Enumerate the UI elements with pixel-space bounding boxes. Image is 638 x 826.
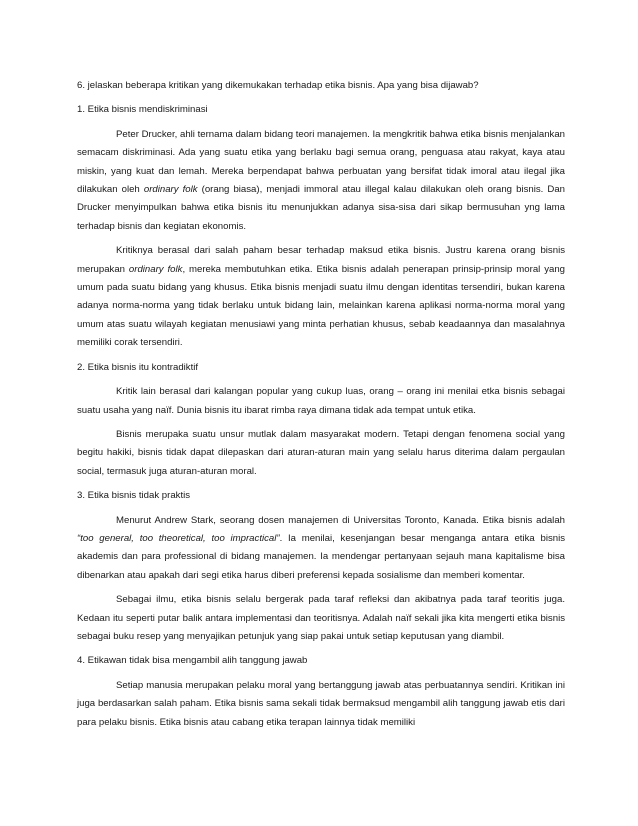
body-paragraph [77, 126, 565, 236]
section-heading: 1. Etika bisnis mendiskriminasi [77, 104, 208, 116]
body-paragraph [77, 591, 565, 646]
section-heading: 4. Etikawan tidak bisa mengambil alih tanggung jawab [77, 655, 308, 667]
text-run: Bisnis merupaka suatu unsur mutlak dalam masyarakat modern. Tetapi dengan fenomena social yang begitu hakiki, bisnis tidak dapat dilepaskan dari aturan-aturan main yang selalu harus diterima dalam pergaulan social, termasuk juga aturan-aturan moral. [77, 428, 565, 477]
body-paragraph [77, 426, 565, 481]
body-paragraph [77, 383, 565, 420]
text-run: Sebagai ilmu, etika bisnis selalu bergerak pada taraf refleksi dan akibatnya pada taraf teoritis juga. Kedaan itu seperti putar balik antara implementasi dan teoritisnya. Adalah naïf sekali jika kita mengerti etika bisnis sebagai buku resep yang menyajikan petunjuk yang siap pakai untuk setiap keputusan yang diambil. [77, 594, 565, 642]
text-run: (orang biasa), menjadi immoral atau illegal kalau dilakukan oleh orang bisnis. Dan Drucker menyimpulkan bahwa etika bisnis itu menunjukkan adanya sisa-sisa dari sikap bermusuhan yng lama terhadap bisnis dan kegiatan ekonomis. [77, 184, 565, 232]
text-run: Peter Drucker, ahli ternama dalam bidang teori manajemen. Ia mengkritik bahwa etika bisnis menjalankan semacam diskriminasi. Ada yang suatu etika yang berlaku bagi semua orang, penguasa atau rakyat, kaya atau miskin, yang kuat dan lemah. Mereka berpendapat bahwa perbuatan yang bersifat tidak imoral atau ilegal jika dilakukan oleh [77, 128, 566, 196]
sections-container [77, 101, 565, 732]
text-run: Menurut Andrew Stark, seorang dosen manajemen di Universitas Toronto, Kanada. Etika bisnis adalah [116, 514, 565, 526]
text-run: Kritik lain berasal dari kalangan popular yang cukup luas, orang – orang ini menilai etka bisnis sebagai suatu usaha yang naïf. Dunia bisnis itu ibarat rimba raya dimana tidak ada tempat untuk etika. [77, 386, 565, 416]
body-paragraph [77, 242, 565, 352]
text-run: , mereka membutuhkan etika. Etika bisnis adalah penerapan prinsip-prinsip moral yang umum pada suatu bidang yang khusus. Etika bisnis menjadi suatu ilmu dengan identitas tersendiri, bukan karena adanya norma-norma yang tidak berlaku untuk bidang lain, melainkan karena aplikasi norma-norma moral yang umum atas suatu wilayah kegiatan menusiawi yang minta perhatian khusus, sebab keadaannya dan masalahnya memiliki corak tersendiri. [77, 263, 566, 349]
italic-text-run: “too general, too theoretical, too impractical” [77, 532, 280, 544]
text-run: Kritiknya berasal dari salah paham besar terhadap maksud etika bisnis. Justru karena orang bisnis merupakan [77, 245, 565, 275]
italic-text-run: ordinary folk [128, 263, 183, 275]
text-run: Setiap manusia merupakan pelaku moral yang bertanggung jawab atas perbuatannya sendiri. Kritikan ini juga berdasarkan salah paham. Etika bisnis sama sekali tidak bermaksud mengambil alih tanggung jawab etis dari para pelaku bisnis. Etika bisnis atau cabang etika terapan lainnya tidak memiliki [77, 679, 565, 728]
section-heading: 2. Etika bisnis itu kontradiktif [77, 361, 199, 373]
question-text: 6. jelaskan beberapa kritikan yang dikemukakan terhadap etika bisnis. Apa yang bisa dijawab? [77, 80, 479, 91]
body-paragraph [77, 512, 565, 586]
section-heading: 3. Etika bisnis tidak praktis [77, 490, 191, 502]
text-run: . Ia menilai, kesenjangan besar menganga antara etika bisnis akademis dan para professional di bidang manajemen. Ia mendengar pertanyaan sejauh mana kapitalisme bisa dibenarkan atau apakah dari segi etika harus diberi preferensi kepada sosialisme dan memberi komentar. [77, 532, 566, 581]
italic-text-run: ordinary folk [143, 184, 198, 196]
body-paragraph [77, 677, 565, 732]
